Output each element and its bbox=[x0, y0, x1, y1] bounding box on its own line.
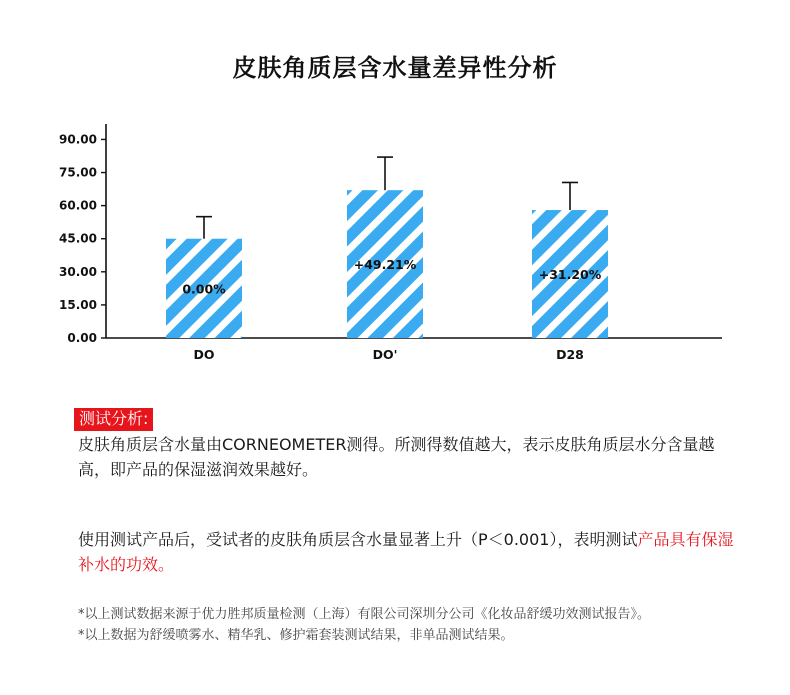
bar-chart bbox=[0, 110, 790, 380]
x-tick-label: D28 bbox=[556, 347, 584, 362]
y-tick-label: 60.00 bbox=[59, 198, 97, 213]
analysis-paragraph-2-black: 使用测试产品后，受试者的皮肤角质层含水量显著上升（P＜0.001），表明测试 bbox=[78, 530, 638, 549]
analysis-paragraph-1: 皮肤角质层含水量由CORNEOMETER测得。所测得数值越大，表示皮肤角质层水分含量越高，即产品的保湿滋润效果越好。 bbox=[78, 435, 715, 479]
footnote-source: *以上测试数据来源于优力胜邦质量检测（上海）有限公司深圳分公司《化妆品舒缓功效测试报告》。 bbox=[78, 607, 651, 622]
y-tick-label: 75.00 bbox=[59, 165, 97, 180]
analysis-tag: 测试分析: bbox=[74, 408, 153, 431]
y-tick-label: 15.00 bbox=[59, 297, 97, 312]
y-tick-label: 0.00 bbox=[67, 331, 97, 345]
analysis-paragraph-2-red: 产品具有保湿补水的功效。 bbox=[78, 530, 734, 574]
data-label: +31.20% bbox=[538, 267, 602, 283]
footnote-set: *以上数据为舒缓喷雾水、精华乳、修护霜套装测试结果，非单品测试结果。 bbox=[78, 628, 514, 643]
y-tick-label: 90.00 bbox=[59, 132, 97, 147]
chart-title: 皮肤角质层含水量差异性分析 bbox=[232, 54, 558, 82]
y-tick-label: 30.00 bbox=[59, 264, 97, 279]
data-label: +49.21% bbox=[353, 257, 417, 273]
y-tick-label: 45.00 bbox=[59, 231, 97, 246]
analysis-paragraph-2 bbox=[78, 527, 738, 577]
x-tick-label: DO bbox=[193, 347, 215, 362]
data-label: 0.00% bbox=[182, 281, 226, 297]
x-tick-label: DO' bbox=[372, 347, 398, 362]
